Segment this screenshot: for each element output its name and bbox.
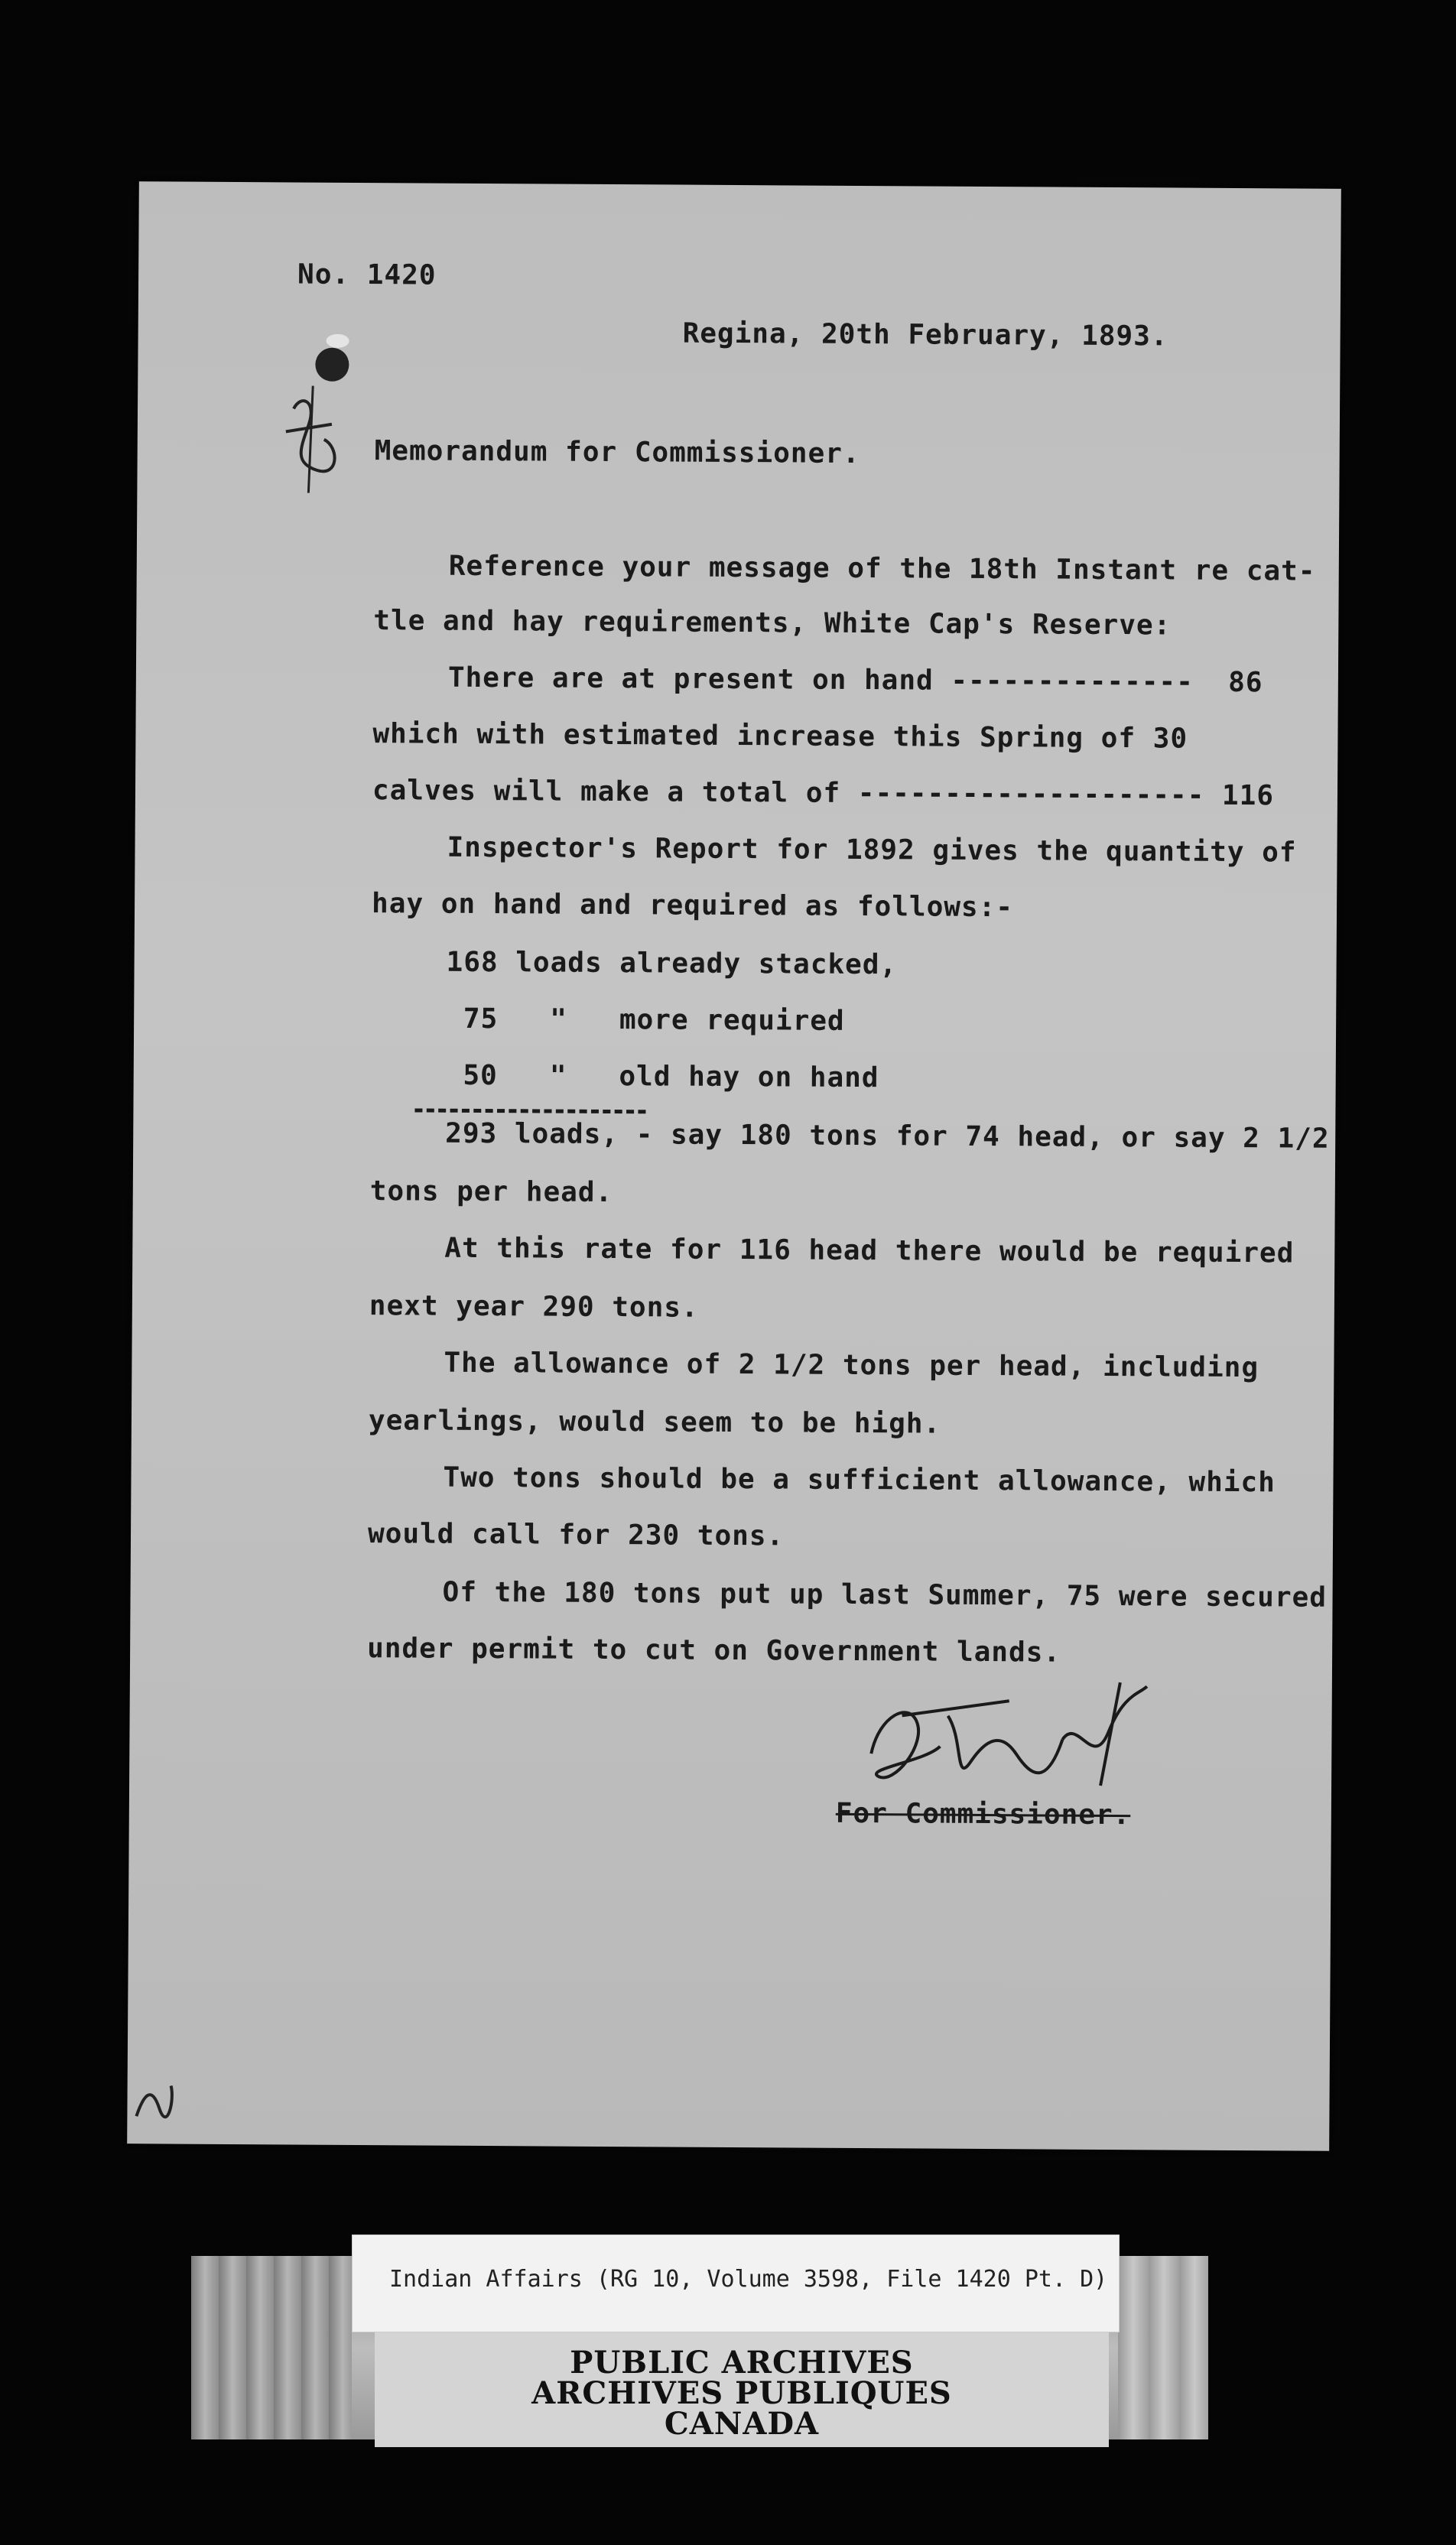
ink-blot-icon — [315, 348, 349, 382]
body-line-5: calves will make a total of -------------------- 116 — [372, 775, 1275, 812]
corner-initials-icon — [128, 2070, 182, 2131]
handwritten-initials-icon — [278, 378, 355, 501]
body-line-20: under permit to cut on Government lands. — [367, 1633, 1061, 1669]
sum-rule — [414, 1108, 645, 1113]
archive-folder-edge-left — [191, 2256, 352, 2439]
body-line-6: Inspector's Report for 1892 gives the quantity of — [447, 831, 1297, 869]
stamp-line-2: ARCHIVES PUBLIQUES — [531, 2375, 952, 2411]
body-line-12: tons per head. — [369, 1175, 613, 1209]
signature-icon — [848, 1669, 1170, 1817]
archives-stamp — [375, 2332, 1109, 2447]
body-line-8: 168 loads already stacked, — [446, 946, 898, 981]
body-line-9: 75 " more required — [446, 1003, 845, 1037]
body-line-3: There are at present on hand -------------- 86 — [447, 661, 1263, 699]
body-line-14: next year 290 tons. — [369, 1290, 699, 1324]
archive-reference-text: Indian Affairs (RG 10, Volume 3598, File 1420 Pt. D) — [389, 2266, 1108, 2293]
body-line-10: 50 " old hay on hand — [445, 1059, 879, 1094]
body-line-1: Reference your message of the 18th Instant re cat- — [448, 550, 1316, 587]
ink-smudge-icon — [327, 334, 349, 348]
stamp-line-3: CANADA — [664, 2406, 820, 2442]
body-line-2: tle and hay requirements, White Cap's Reserve: — [373, 605, 1172, 642]
body-line-19: Of the 180 tons put up last Summer, 75 were secured — [442, 1576, 1328, 1614]
body-line-15: The allowance of 2 1/2 tons per head, including — [444, 1347, 1259, 1384]
archive-reference-label — [352, 2235, 1120, 2332]
memo-page — [127, 181, 1341, 2151]
archive-folder-edge-right — [1118, 2256, 1208, 2439]
stamp-line-1: PUBLIC ARCHIVES — [570, 2345, 914, 2381]
memo-heading: Memorandum for Commissioner. — [374, 435, 860, 470]
body-line-16: yearlings, would seem to be high. — [368, 1405, 941, 1440]
body-line-18: would call for 230 tons. — [367, 1518, 785, 1552]
body-line-17: Two tons should be a sufficient allowance, which — [443, 1461, 1276, 1499]
body-line-7: hay on hand and required as follows:- — [371, 888, 1014, 924]
file-number: No. 1420 — [297, 258, 437, 291]
place-and-date: Regina, 20th February, 1893. — [682, 317, 1168, 353]
body-line-4: which with estimated increase this Spring of 30 — [372, 718, 1188, 755]
body-line-13: At this rate for 116 head there would be required — [444, 1232, 1295, 1269]
closing-signoff: For Commissioner. — [835, 1797, 1131, 1832]
body-line-11: 293 loads, - say 180 tons for 74 head, or say 2 1/2 — [445, 1117, 1330, 1155]
